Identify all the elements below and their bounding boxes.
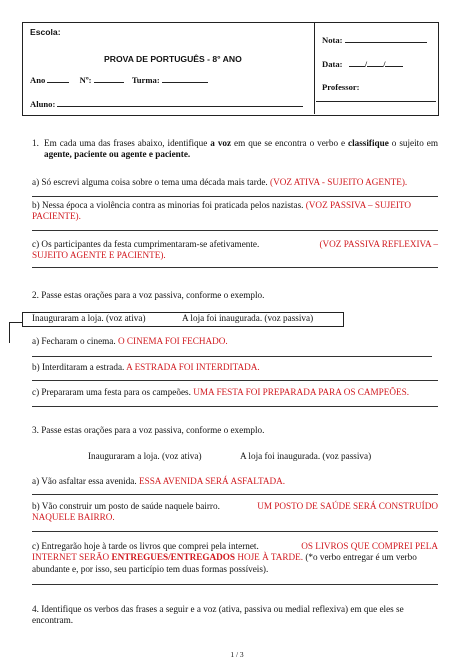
aluno-row: [30, 98, 303, 109]
answer-text: INTERNET SERÃO: [32, 552, 112, 563]
q3-item-b: [32, 501, 438, 524]
answer-line: [32, 230, 438, 231]
item-text: c) Prepararam uma festa para os campeões.: [32, 387, 191, 397]
q1-text: Em cada uma das frases abaixo, identifique: [44, 138, 211, 148]
header-divider: [314, 22, 315, 114]
example-active: Inauguraram a loja. (voz ativa): [88, 451, 202, 461]
answer-text: O CINEMA FOI FECHADO.: [117, 336, 228, 346]
question-3: 3. Passe estas orações para a voz passiva, conforme o exemplo.: [32, 425, 265, 435]
q2-item-b: [32, 362, 260, 373]
data-label: Data:: [322, 59, 343, 69]
question-1: [32, 138, 438, 161]
item-text: a) Vão asfaltar essa avenida.: [32, 476, 137, 486]
nota-field[interactable]: [345, 34, 427, 43]
page-title: PROVA DE PORTUGUÊS - 8° ANO: [104, 54, 242, 64]
aluno-label: Aluno:: [30, 99, 56, 109]
q3-item-c: [32, 541, 438, 575]
q1-item-c: [32, 239, 438, 262]
date-separator: /: [383, 59, 386, 69]
answer-line: [32, 584, 438, 585]
q1-item-b: [32, 200, 438, 223]
answer-text: A ESTRADA FOI INTERDITADA.: [126, 362, 260, 372]
item-text: a) Só escrevi alguma coisa sobre o tema uma década mais tarde.: [32, 177, 268, 187]
answer-text: (VOZ ATIVA - SUJEITO AGENTE).: [270, 177, 408, 187]
data-day-field[interactable]: [349, 58, 368, 69]
answer-text: UM POSTO DE SAÚDE SERÁ CONSTRUÍDO: [257, 501, 438, 511]
note-text: (*o verbo entregar é um verbo: [305, 552, 417, 563]
data-month-field[interactable]: [364, 58, 386, 69]
item-text: c) Entregarão hoje à tarde os livros que comprei pela internet.: [32, 541, 259, 551]
data-row: [322, 58, 403, 69]
answer-line: [32, 267, 438, 268]
example-passive: A loja foi inaugurada. (voz passiva): [182, 313, 314, 323]
q1-item-a: [32, 177, 438, 188]
answer-line: [32, 380, 438, 381]
answer-text: PACIENTE).: [32, 211, 81, 222]
item-text: b) Interditaram a estrada.: [32, 362, 125, 372]
page-number: 1 / 3: [230, 650, 244, 659]
ano-label: Ano: [30, 75, 46, 85]
item-text: b) Vão construir um posto de saúde naquele bairro.: [32, 501, 220, 511]
answer-text: ESSA AVENIDA SERÁ ASFALTADA.: [138, 476, 286, 486]
answer-text: SUJEITO AGENTE E PACIENTE).: [32, 250, 166, 261]
answer-text: HOJE À TARDE.: [235, 552, 304, 563]
professor-label: Professor:: [322, 82, 360, 92]
q3-item-a: [32, 476, 285, 487]
date-separator: /: [364, 59, 368, 69]
q1-text-bold: classifique: [348, 138, 389, 148]
note-text: abundante e, por isso, seu particípio tem duas formas possíveis).: [32, 563, 269, 574]
answer-text: OS LIVROS QUE COMPREI PELA: [301, 541, 438, 551]
turma-label: Turma:: [131, 75, 160, 85]
answer-line: [32, 356, 432, 357]
question-2: 2. Passe estas orações para a voz passiva, conforme o exemplo.: [32, 290, 265, 300]
example-passive: A loja foi inaugurada. (voz passiva): [240, 451, 372, 461]
nota-label: Nota:: [322, 35, 343, 45]
q2-item-c: [32, 387, 409, 398]
q4-text: 4. Identifique os verbos das frases a seguir e a voz (ativa, passiva ou medial reflexiva) em que eles se: [32, 604, 404, 614]
answer-line: [32, 531, 438, 532]
data-year-field[interactable]: [385, 58, 403, 67]
question-4: [32, 604, 438, 627]
answer-text: (VOZ PASSIVA REFLEXIVA –: [319, 239, 438, 249]
box-marker: [9, 322, 23, 343]
answer-text-bold: ENTREGUES/ENTREGADOS: [111, 552, 236, 563]
answer-line: [32, 406, 438, 407]
professor-line[interactable]: [316, 101, 436, 102]
item-text: c) Os participantes da festa cumprimentaram-se afetivamente.: [32, 239, 260, 249]
turma-field[interactable]: [162, 74, 208, 83]
answer-line: [32, 196, 438, 197]
ano-field[interactable]: [47, 74, 69, 83]
q1-text-bold: a voz: [210, 138, 232, 148]
question-number: 1.: [32, 138, 39, 148]
answer-text: (VOZ PASSIVA – SUJEITO: [305, 200, 411, 210]
q2-item-a: [32, 336, 228, 347]
answer-text: NAQUELE BAIRRO.: [32, 512, 115, 523]
escola-label: Escola:: [30, 27, 61, 37]
item-text: b) Nessa época a violência contra as minorias foi praticada pelos nazistas.: [32, 200, 304, 210]
numero-field[interactable]: [94, 74, 124, 83]
aluno-field[interactable]: [57, 98, 303, 107]
ano-row: [30, 74, 208, 85]
q1-text: em que se encontra o verbo e: [231, 138, 348, 148]
numero-label: Nº:: [79, 75, 92, 85]
nota-row: [322, 34, 427, 45]
answer-text: UMA FESTA FOI PREPARADA PARA OS CAMPEÕES.: [193, 387, 410, 397]
q4-text: encontram.: [32, 615, 74, 626]
q1-text-bold: agente, paciente ou agente e paciente.: [44, 149, 191, 160]
example-active: Inauguraram a loja. (voz ativa): [32, 313, 146, 323]
answer-line: [32, 494, 438, 495]
item-text: a) Fecharam o cinema.: [32, 336, 116, 346]
q1-text: o sujeito em: [388, 138, 438, 148]
